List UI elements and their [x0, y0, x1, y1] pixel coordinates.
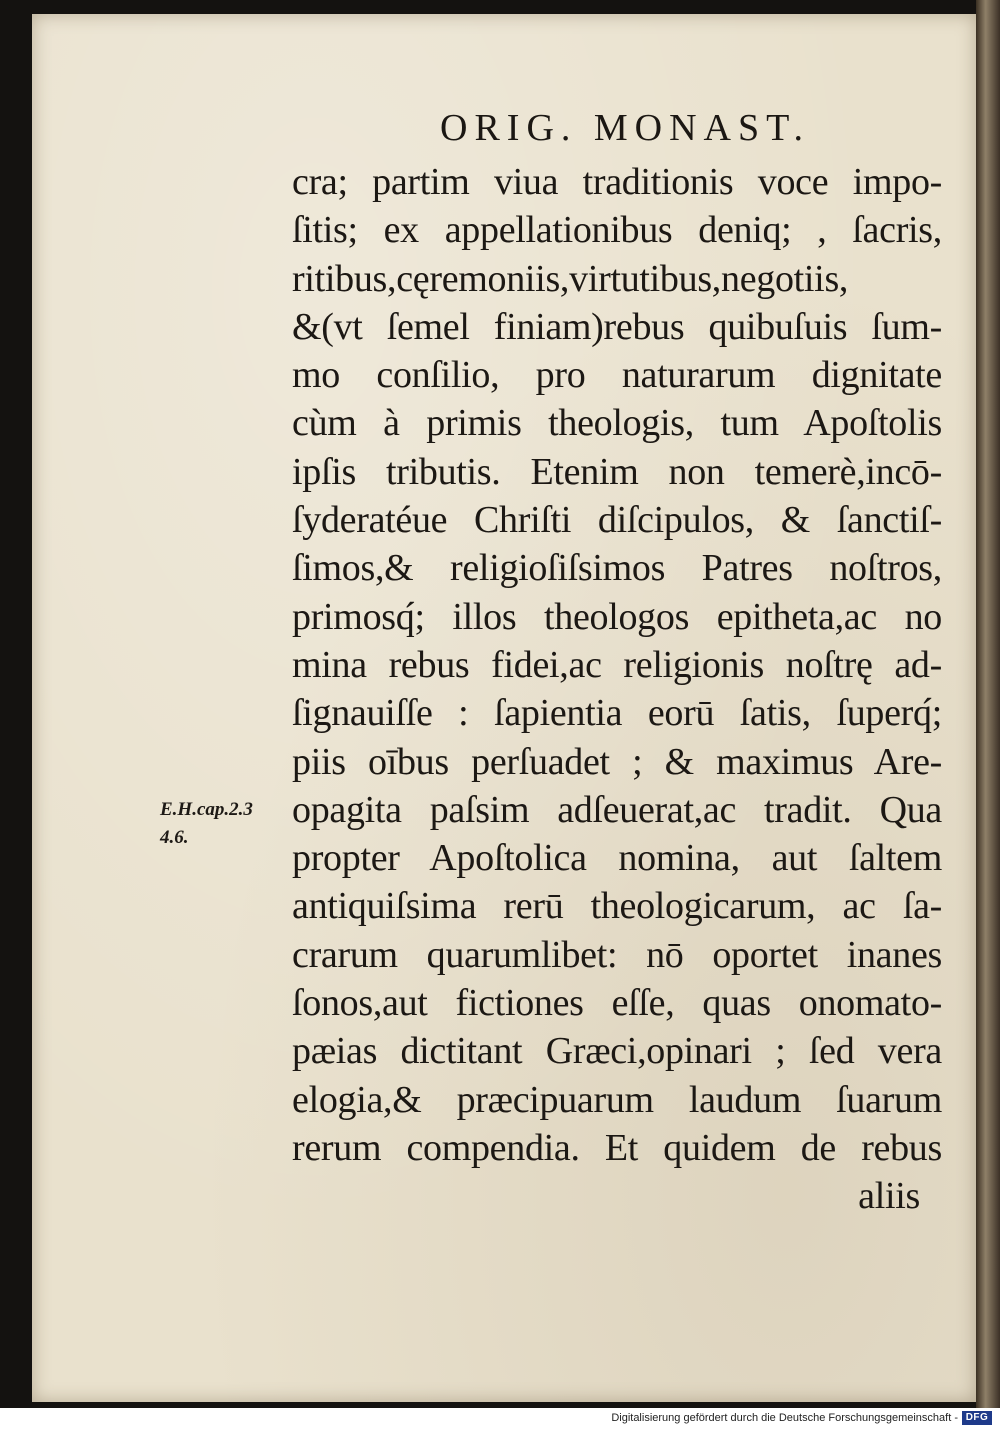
funding-credit: Digitalisierung gefördert durch die Deutsche Forschungsgemeinschaft - [611, 1412, 958, 1424]
text-line: pæias dictitant Græci,opinari ; ſed vera [292, 1030, 942, 1073]
text-line: opagita paſsim adſeuerat,ac tradit. Qua [292, 788, 942, 831]
text-line: ritibus,cęremoniis,virtutibus,negotiis, [292, 257, 849, 300]
text-line: piis oībus perſuadet ; & maximus Are- [292, 740, 942, 783]
text-line: ſignauiſſe : ſapientia eorū ſatis, ſuperq́; [292, 692, 942, 735]
text-line: cùm à primis theologis, tum Apoſtolis [292, 402, 942, 445]
text-line: crarum quarumlibet: nō oportet inanes [292, 933, 942, 976]
marginal-note-line: 4.6. [160, 827, 189, 848]
text-line: ſimos,& religioſiſsimos Patres noſtros, [292, 547, 942, 590]
marginal-note [160, 796, 290, 856]
text-line: primosq́; illos theologos epitheta,ac no [292, 595, 942, 638]
text-line: ipſis tributis. Etenim non temerè,incō- [292, 450, 942, 493]
footer-bar [0, 1408, 1000, 1429]
text-line: propter Apoſtolica nomina, aut ſaltem [292, 837, 942, 880]
running-head: ORIG. MONAST. [440, 107, 811, 149]
text-line: mina rebus fidei,ac religionis noſtrę ad- [292, 643, 942, 686]
text-line: cra; partim viua traditionis voce impo- [292, 161, 942, 203]
catchword: aliis [858, 1175, 920, 1218]
dfg-logo: DFG [962, 1411, 992, 1425]
text-line: antiquiſsima rerū theologicarum, ac ſa- [292, 885, 942, 928]
body-text [292, 158, 952, 1218]
page-edge [976, 0, 1000, 1408]
text-line: ſitis; ex appellationibus deniq; , ſacris, [292, 209, 942, 252]
text-line: elogia,& præcipuarum laudum ſuarum [292, 1078, 942, 1121]
marginal-note-line: E.H.cap.2.3 [160, 799, 253, 820]
text-line: ſyderatéue Chriſti diſcipulos, & ſanctiſ- [292, 499, 942, 542]
text-line: ſonos,aut fictiones eſſe, quas onomato- [292, 982, 942, 1025]
text-line: &(vt ſemel finiam)rebus quibuſuis ſum- [292, 305, 942, 348]
text-line: rerum compendia. Et quidem de rebus [292, 1126, 942, 1169]
text-line: mo conſilio, pro naturarum dignitate [292, 354, 942, 397]
